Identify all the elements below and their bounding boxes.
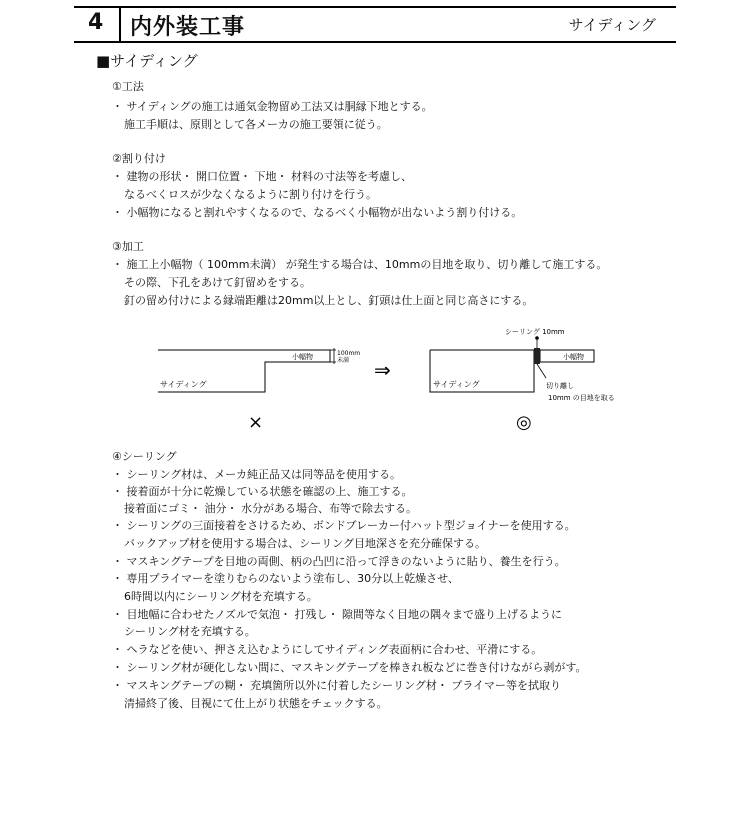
siding-diagram bbox=[0, 320, 750, 440]
subsection-heading: ①工法 bbox=[112, 80, 144, 93]
header-separator bbox=[119, 8, 121, 41]
diagram-right bbox=[430, 328, 615, 433]
left-dim-line1: 100mm bbox=[337, 350, 361, 357]
text-line: ・ マスキングテープを目地の両側、柄の凸凹に沿って浮きのないように貼り、養生を行う。 bbox=[112, 555, 566, 568]
text-line: ・ 専用プライマーを塗りむらのないよう塗布し、30分以上乾燥させ、 bbox=[112, 572, 459, 585]
text-line: ・ 接着面が十分に乾燥している状態を確認の上、施工する。 bbox=[112, 485, 413, 498]
cut-label-line1: 切り離し bbox=[546, 382, 574, 390]
text-line: 接着面にゴミ・ 油分・ 水分がある場合、布等で除去する。 bbox=[124, 502, 417, 515]
text-line: 施工手順は、原則として各メーカの施工要領に従う。 bbox=[124, 118, 388, 131]
text-line: ・ シーリング材は、メーカ純正品又は同等品を使用する。 bbox=[112, 468, 402, 481]
left-dim-line2: 未満 bbox=[337, 357, 350, 364]
chapter-number: 4 bbox=[88, 10, 104, 35]
right-small-piece-label: 小幅物 bbox=[563, 353, 584, 361]
left-small-piece-label: 小幅物 bbox=[292, 353, 313, 361]
subsection-heading: ③加工 bbox=[112, 240, 144, 253]
text-line: バックアップ材を使用する場合は、シーリング目地深さを充分確保する。 bbox=[124, 537, 487, 550]
text-line: ・ マスキングテープの糊・ 充填箇所以外に付着したシーリング材・ プライマー等を拭取り bbox=[112, 679, 562, 692]
cut-label-line2: 10mm の目地を取る bbox=[548, 394, 615, 402]
text-line: 釘の留め付けによる縁端距離は20mm以上とし、釘頭は仕上面と同じ高さにする。 bbox=[124, 294, 534, 307]
text-line: ・ 小幅物になると割れやすくなるので、なるべく小幅物が出ないよう割り付ける。 bbox=[112, 206, 523, 219]
subsection-heading: ②割り付け bbox=[112, 152, 166, 165]
text-line: なるべくロスが少なくなるように割り付けを行う。 bbox=[124, 188, 377, 201]
right-verdict-mark: ◎ bbox=[516, 412, 532, 433]
text-line: ・ 施工上小幅物（ 100mm未満） が発生する場合は、10mmの目地を取り、切り離して施工する。 bbox=[112, 258, 608, 271]
text-line: ・ ヘラなどを使い、押さえ込むようにしてサイディング表面柄に合わせ、平滑にする。 bbox=[112, 643, 543, 656]
arrow-icon: ⇒ bbox=[374, 358, 391, 382]
header-top-rule bbox=[74, 6, 676, 8]
text-line: ・ 目地幅に合わせたノズルで気泡・ 打残し・ 隙間等なく目地の隅々まで盛り上げるように bbox=[112, 608, 563, 621]
left-siding-label: サイディング bbox=[160, 380, 207, 389]
text-line: ・ シーリング材が硬化しない間に、マスキングテープを棒きれ板などに巻き付けながら剥がす。 bbox=[112, 661, 587, 674]
text-line: 清掃終了後、目視にて仕上がり状態をチェックする。 bbox=[124, 697, 388, 710]
text-line: ・ 建物の形状・ 開口位置・ 下地・ 材料の寸法等を考慮し、 bbox=[112, 170, 412, 183]
text-line: その際、下孔をあけて釘留めをする。 bbox=[124, 276, 311, 289]
text-line: シーリング材を充填する。 bbox=[124, 625, 256, 638]
section-title: ■サイディング bbox=[96, 52, 198, 70]
left-verdict-mark: × bbox=[248, 412, 264, 433]
header-topic: サイディング bbox=[568, 16, 656, 34]
text-line: ・ シーリングの三面接着をさけるため、ボンドブレーカー付ハット型ジョイナーを使用する。 bbox=[112, 519, 576, 532]
chapter-title: 内外装工事 bbox=[130, 15, 246, 40]
subsection-heading: ④シーリング bbox=[112, 450, 177, 463]
text-line: 6時間以内にシーリング材を充填する。 bbox=[124, 590, 318, 603]
text-line: ・ サイディングの施工は通気金物留め工法又は胴縁下地とする。 bbox=[112, 100, 433, 113]
diagram-left bbox=[158, 348, 360, 433]
right-siding-label: サイディング bbox=[433, 380, 480, 389]
sealing-label: シーリング 10mm bbox=[505, 328, 565, 336]
header-bottom-rule bbox=[74, 41, 676, 43]
